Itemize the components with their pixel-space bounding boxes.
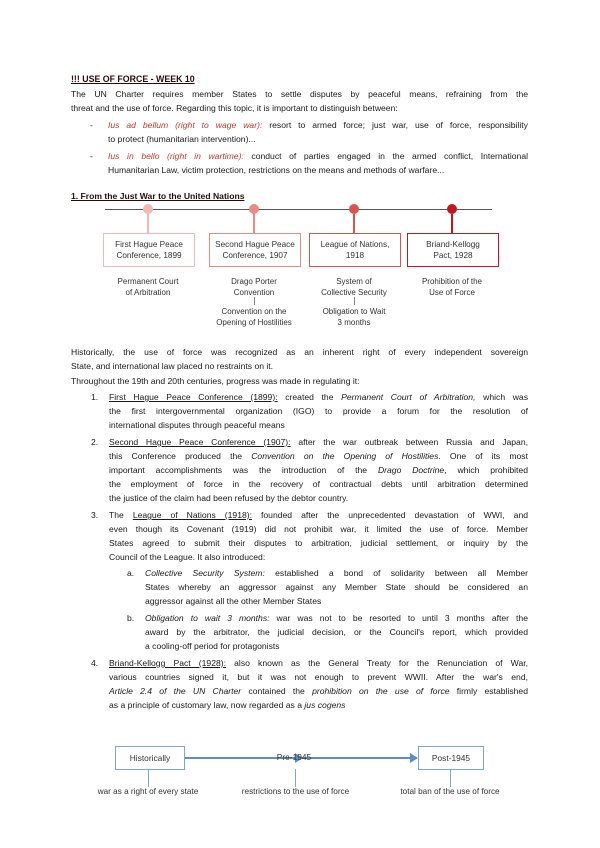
bullet-1-term: Ius ad bellum (right to wage war):: [108, 120, 263, 130]
flow-label-pre-1945: restrictions to the use of force: [241, 787, 350, 796]
sub-a-line-1: [145, 567, 528, 580]
item-2-line-2: [109, 450, 528, 463]
page-title: !!! USE OF FORCE - WEEK 10: [71, 74, 195, 84]
sub-b-text: war was not to be resorted to until 3 months after the: [276, 613, 528, 623]
intro-line-2: threat and the use of force. Regarding this topic, it is important to distinguish between:: [71, 103, 398, 113]
timeline-item-connector: [354, 297, 355, 305]
timeline-item: Drago Porter Convention: [231, 277, 277, 297]
sub-a-term: Collective Security System:: [145, 568, 265, 578]
timeline-item: Prohibition of the Use of Force: [421, 277, 483, 297]
item-2-text-4: important accomplishments was the introduction of the: [109, 465, 368, 475]
timeline-item: Convention on the Opening of Hostilities: [216, 307, 292, 327]
item-1-italic: Permanent Court of Arbitration,: [341, 392, 476, 402]
item-number: 2.: [91, 437, 99, 447]
item-3-pre: The: [109, 510, 124, 520]
item-2-line-4: the employment of force in the recovery of contractual debts until arbitration determined: [109, 479, 528, 489]
item-3-heading: League of Nations (1918):: [132, 510, 253, 520]
timeline-dot: [143, 204, 153, 214]
timeline-stem: [353, 214, 354, 233]
flow-node-pre-1945: Pre-1945: [276, 752, 312, 762]
bullet-marker: -: [90, 151, 93, 161]
sub-letter: b.: [127, 613, 135, 623]
item-4-line-3: [109, 685, 528, 698]
item-4-italic-3: jus cogens: [304, 700, 346, 710]
flow-label-post-1945: total ban of the use of force: [400, 787, 500, 796]
timeline-event-box: [103, 233, 195, 267]
item-2-text: after the war outbreak between Russia and Japan,: [298, 437, 529, 447]
item-3-line-3: States agreed to submit their disputes to arbitration, judicial settlement, or inquiry by the: [109, 538, 528, 548]
hist-line-2: State, and international law placed no restraints on it.: [71, 361, 274, 371]
hist-line-3: Throughout the 19th and 20th centuries, progress was made in regulating it:: [71, 376, 360, 386]
timeline-event-label: Briand-Kellogg Pact, 1928: [426, 240, 480, 260]
bullet-2-line-1: [108, 150, 528, 163]
item-3-line-1: [109, 509, 528, 522]
bullet-2-term: Ius in bello (right in wartime):: [108, 151, 244, 161]
sub-b-line-3: a cooling-off period for protagonists: [145, 641, 280, 651]
sub-a-line-3: aggressor against all the other Member States: [145, 596, 322, 606]
item-1-line-3: international disputes through peaceful means: [109, 420, 285, 430]
timeline-item-connector: [254, 297, 255, 305]
item-number: 4.: [91, 658, 99, 668]
item-4-line-4: [109, 699, 345, 712]
timeline-stem: [147, 214, 148, 233]
timeline-item: Obligation to Wait 3 months: [322, 307, 386, 327]
timeline-stem: [451, 214, 452, 233]
bullet-1-line-1: [108, 119, 528, 132]
timeline-item: System of Collective Security: [321, 277, 387, 297]
timeline-event-label: Second Hague Peace Conference, 1907: [215, 240, 295, 260]
item-2-text-2: this Conference produced the: [109, 451, 243, 461]
item-2-text-3: . One of its most: [438, 451, 528, 461]
item-3-line-4: Council of the League. It also introduced:: [109, 552, 266, 562]
item-number: 1.: [91, 392, 99, 402]
item-2-line-1: [109, 436, 528, 449]
item-4-line-2: various countries signed it, but it was not enough to prevent WWII. After the war's end,: [109, 672, 528, 682]
flow-node-post-1945: Post-1945: [418, 746, 484, 770]
timeline-axis: [105, 209, 492, 210]
item-4-heading: Briand-Kellogg Pact (1928):: [109, 658, 227, 668]
item-3-line-2: even though its Covenant (1919) did not prohibit war, it limited the use of force. Member: [109, 524, 528, 534]
flow-connector: [148, 769, 149, 787]
item-2-line-3: [109, 464, 528, 477]
item-2-text-5: , which prohibited: [444, 465, 529, 475]
timeline-event-box: [209, 233, 301, 267]
hist-line-1: Historically, the use of force was recognized as an inherent right of every independent sovereign: [71, 347, 528, 357]
item-4-text-4: as a principle of customary law, now regarded as a: [109, 700, 302, 710]
item-4-italic-2: prohibition on the use of force: [312, 686, 450, 696]
timeline-dot: [349, 204, 359, 214]
timeline-event-label: First Hague Peace Conference, 1899: [115, 240, 183, 260]
item-2-italic: Convention on the Opening of Hostilities: [251, 451, 439, 461]
timeline-dot: [249, 204, 259, 214]
item-1-line-2: the first intergovernmental organization (IGO) to provide a forum for the resolution of: [109, 406, 528, 416]
item-4-italic: Article 2.4 of the UN Charter: [109, 686, 242, 696]
item-2-heading: Second Hague Peace Conference (1907):: [109, 437, 291, 447]
bullet-2-line-2: Humanitarian Law, victim protection, restrictions on the means and methods of warfare...: [108, 165, 445, 175]
sub-a-line-2: States whereby an aggressor against any Member State should be considered an: [145, 582, 528, 592]
item-4-text-2: contained the: [248, 686, 305, 696]
sub-b-line-2: award by the arbitrator, the judicial decision, or the Council's report, which provided: [145, 627, 528, 637]
timeline-item: Permanent Court of Arbitration: [117, 277, 179, 297]
item-1-text: created the: [285, 392, 334, 402]
item-1-line-1: [109, 391, 528, 404]
section-1-heading: 1. From the Just War to the United Nations: [71, 191, 245, 201]
bullet-2-text: conduct of parties engaged in the armed conflict, International: [251, 151, 529, 161]
bullet-marker: -: [90, 120, 93, 130]
item-4-text: also known as the General Treaty for the Renunciation of War,: [234, 658, 529, 668]
bullet-1-text: resort to armed force; just war, use of force, responsibility: [269, 120, 528, 130]
item-2-italic-2: Drago Doctrine: [377, 465, 445, 475]
sub-a-text: established a bond of solidarity between all Member: [275, 568, 528, 578]
sub-letter: a.: [127, 568, 135, 578]
timeline-stem: [253, 214, 254, 233]
intro-line-1: The UN Charter requires member States to settle disputes by peaceful means, refraining from the: [71, 89, 528, 99]
flow-arrow-head: [410, 753, 418, 763]
timeline-event-label: League of Nations, 1918: [320, 240, 390, 260]
item-3-text: founded after the unprecedented devastation of WWI, and: [261, 510, 528, 520]
flow-connector: [295, 769, 296, 787]
flow-connector: [450, 769, 451, 787]
timeline-dot: [447, 204, 457, 214]
bullet-1-line-2: to protect (humanitarian intervention)...: [108, 134, 256, 144]
item-4-line-1: [109, 657, 528, 670]
item-number: 3.: [91, 510, 99, 520]
item-4-text-3: firmly established: [456, 686, 528, 696]
item-2-line-5: the justice of the claim had been refused by the debtor country.: [109, 493, 349, 503]
sub-b-term: Obligation to wait 3 months:: [145, 613, 270, 623]
item-1-heading: First Hague Peace Conference (1899):: [109, 392, 278, 402]
sub-b-line-1: [145, 612, 528, 625]
flow-node-historically: Historically: [115, 746, 185, 770]
timeline-event-box: [309, 233, 401, 267]
timeline-event-box: [407, 233, 499, 267]
flow-label-historically: war as a right of every state: [97, 787, 199, 796]
item-1-text-2: which was: [483, 392, 529, 402]
